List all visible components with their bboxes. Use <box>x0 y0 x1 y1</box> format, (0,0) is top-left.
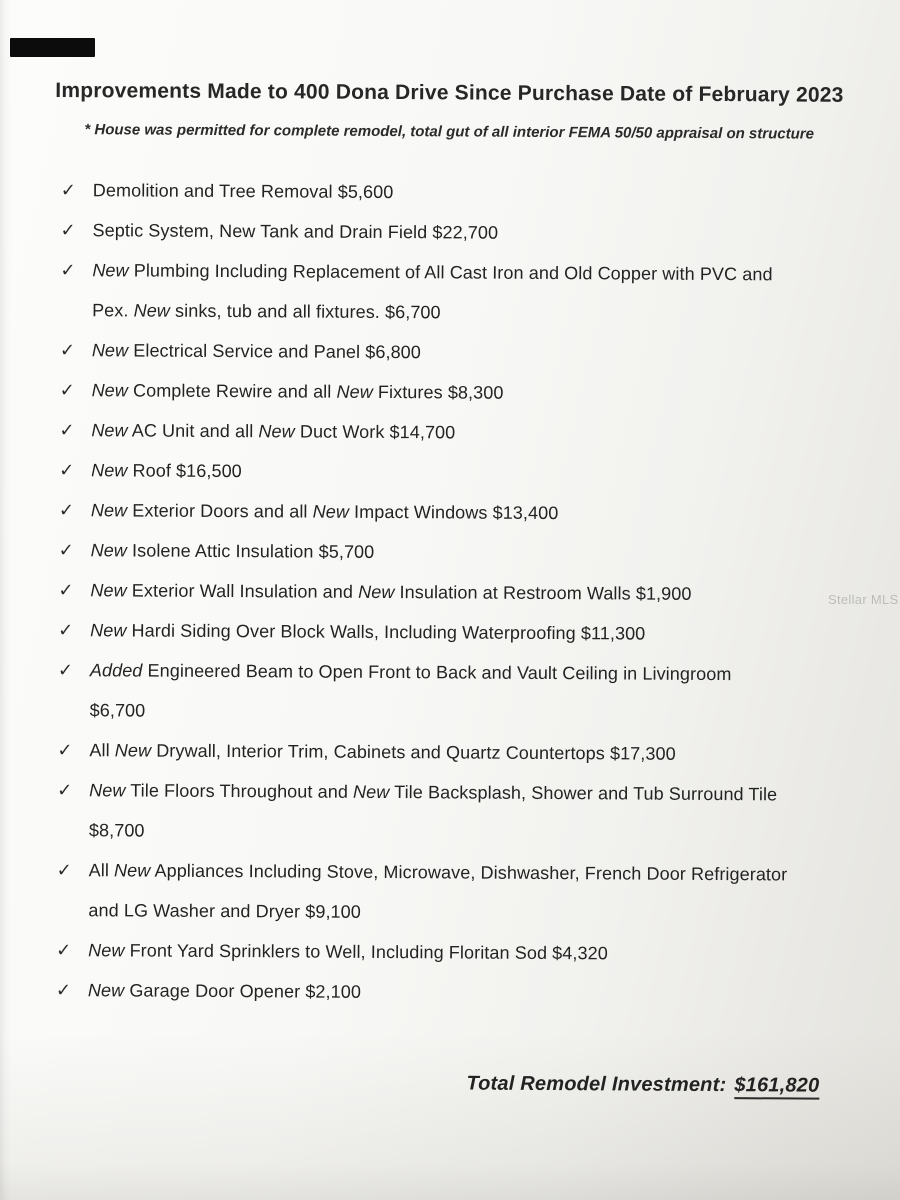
list-item-text: New Complete Rewire and all New Fixtures $8,300 <box>91 380 504 403</box>
list-item <box>59 370 857 415</box>
list-item <box>58 650 856 735</box>
checkmark-icon: ✓ <box>60 180 76 201</box>
list-item-text: All New Appliances Including Stove, Microwave, Dishwasher, French Door Refrigerator and LG Washer and Dryer $9,100 <box>88 860 788 922</box>
list-item <box>59 490 857 535</box>
list-item-text: New Electrical Service and Panel $6,800 <box>91 340 422 363</box>
checkmark-icon: ✓ <box>56 939 72 961</box>
list-item-text: New Tile Floors Throughout and New Tile Backsplash, Shower and Tub Surround Tile $8,700 <box>88 780 778 841</box>
checkmark-icon: ✓ <box>59 340 76 361</box>
list-item <box>56 970 854 1015</box>
checkmark-icon: ✓ <box>58 500 75 521</box>
total-label: Total Remodel Investment: <box>466 1072 727 1097</box>
list-item-text: Added Engineered Beam to Open Front to Back and Vault Ceiling in Livingroom $6,700 <box>89 660 732 721</box>
list-item-text: Demolition and Tree Removal $5,600 <box>92 180 394 203</box>
checkmark-icon: ✓ <box>57 739 73 761</box>
list-item <box>57 770 855 855</box>
checkmark-icon: ✓ <box>59 420 75 441</box>
checkmark-icon: ✓ <box>58 580 74 601</box>
list-item-text: New AC Unit and all New Duct Work $14,700 <box>91 420 456 443</box>
total-value: $161,820 <box>734 1074 819 1100</box>
checkmark-icon: ✓ <box>58 620 74 641</box>
checkmark-icon: ✓ <box>56 859 72 881</box>
list-item <box>58 570 856 615</box>
list-item <box>57 730 855 775</box>
list-item <box>59 410 857 455</box>
checkmark-icon: ✓ <box>55 979 72 1001</box>
list-item-text: New Roof $16,500 <box>91 460 242 482</box>
list-item <box>60 330 858 375</box>
list-item <box>60 210 858 255</box>
list-item <box>58 610 856 655</box>
list-item <box>56 850 854 935</box>
checkmark-icon: ✓ <box>58 540 74 561</box>
list-item <box>61 170 859 215</box>
list-item <box>60 250 858 335</box>
total-line <box>33 1070 853 1098</box>
checkmark-icon: ✓ <box>59 460 75 481</box>
checkmark-icon: ✓ <box>60 220 76 241</box>
list-item <box>59 450 857 495</box>
checkmark-icon: ✓ <box>57 659 74 681</box>
list-item-text: Septic System, New Tank and Drain Field $22,700 <box>92 220 499 243</box>
page-subtitle: * House was permitted for complete remodel, total gut of all interior FEMA 50/50 appraisal on structure <box>84 121 815 143</box>
list-item-text: New Exterior Wall Insulation and New Insulation at Restroom Walls $1,900 <box>90 580 692 604</box>
list-item-text: New Front Yard Sprinklers to Well, Including Floritan Sod $4,320 <box>88 940 608 964</box>
checkmark-icon: ✓ <box>60 260 76 281</box>
list-item-text: All New Drywall, Interior Trim, Cabinets and Quartz Countertops $17,300 <box>89 740 676 764</box>
list-item-text: New Plumbing Including Replacement of All Cast Iron and Old Copper with PVC and Pex. New sinks, tub and all fixtures. $6,700 <box>92 260 773 323</box>
checkmark-icon: ✓ <box>59 380 75 401</box>
improvements-list <box>56 170 859 1015</box>
list-item-text: New Hardi Siding Over Block Walls, Including Waterproofing $11,300 <box>90 620 646 644</box>
list-item <box>59 530 857 575</box>
page-title: Improvements Made to 400 Dona Drive Since Purchase Date of February 2023 <box>55 78 844 107</box>
list-item-text: New Exterior Doors and all New Impact Windows $13,400 <box>90 500 559 524</box>
stellar-mls-watermark: Stellar MLS <box>828 592 899 607</box>
list-item-text: New Garage Door Opener $2,100 <box>87 980 362 1002</box>
checkmark-icon: ✓ <box>57 779 73 801</box>
list-item-text: New Isolene Attic Insulation $5,700 <box>90 540 375 562</box>
list-item <box>56 930 854 975</box>
